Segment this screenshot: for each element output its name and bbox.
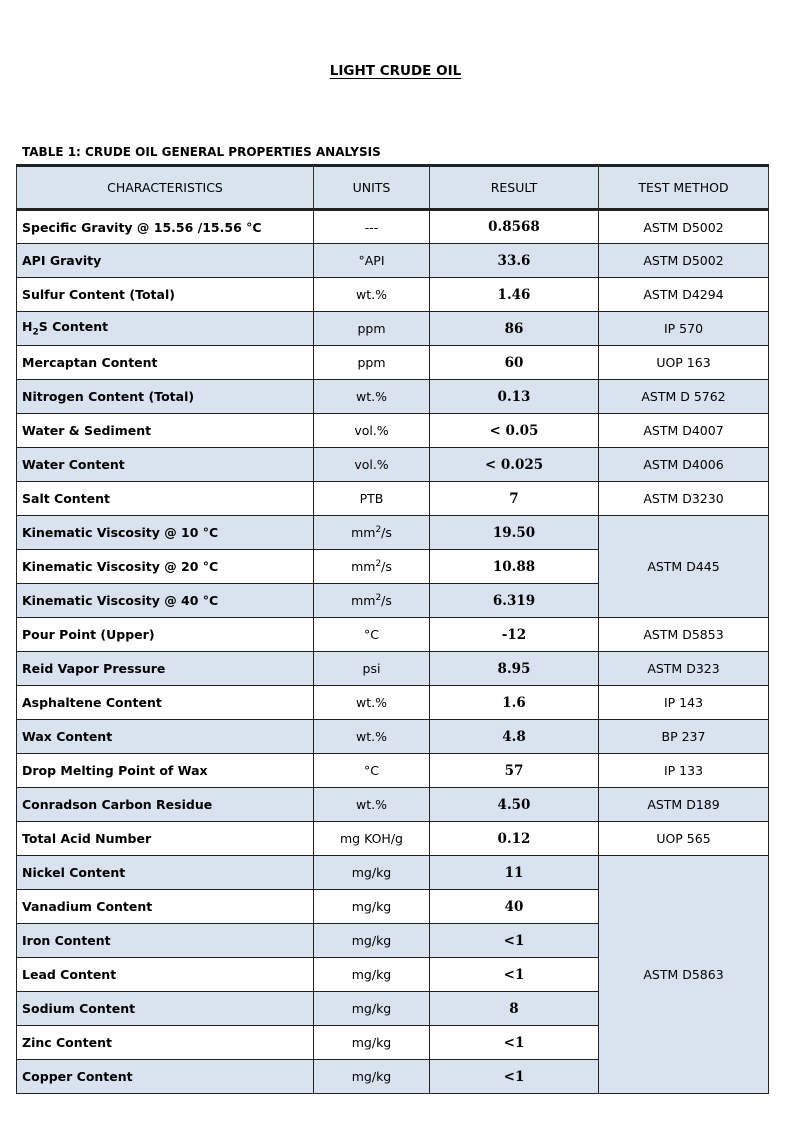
unit-cell: mg KOH/g <box>314 822 430 856</box>
characteristic-cell: Kinematic Viscosity @ 40 °C <box>17 584 314 618</box>
table-row <box>17 822 769 856</box>
table-row <box>17 278 769 312</box>
unit-cell: --- <box>314 210 430 244</box>
unit-cell: wt.% <box>314 788 430 822</box>
unit-tail: /s <box>381 525 392 541</box>
unit-cell: ppm <box>314 312 430 346</box>
unit-base: mm <box>351 593 376 609</box>
unit-cell: psi <box>314 652 430 686</box>
result-cell: 1.46 <box>430 278 599 312</box>
unit-superscript: 2 <box>375 592 382 603</box>
result-cell: 4.50 <box>430 788 599 822</box>
unit-cell <box>314 516 430 550</box>
characteristic-cell: Pour Point (Upper) <box>17 618 314 652</box>
unit-cell: wt.% <box>314 278 430 312</box>
characteristic-cell: Water Content <box>17 448 314 482</box>
header-result: RESULT <box>430 166 599 210</box>
characteristic-cell: Zinc Content <box>17 1026 314 1060</box>
header-test-method: TEST METHOD <box>599 166 769 210</box>
result-cell: 40 <box>430 890 599 924</box>
table-row <box>17 482 769 516</box>
test-method-cell: ASTM D323 <box>599 652 769 686</box>
unit-cell: mg/kg <box>314 992 430 1026</box>
result-cell: 0.12 <box>430 822 599 856</box>
unit-cell: wt.% <box>314 380 430 414</box>
unit-superscript: 2 <box>375 558 382 569</box>
characteristic-cell: Nickel Content <box>17 856 314 890</box>
header-units: UNITS <box>314 166 430 210</box>
table-caption: TABLE 1: CRUDE OIL GENERAL PROPERTIES ANALYSIS <box>22 145 381 159</box>
unit-cell: °API <box>314 244 430 278</box>
characteristic-cell: Salt Content <box>17 482 314 516</box>
result-cell: 6.319 <box>430 584 599 618</box>
table-row <box>17 346 769 380</box>
table-row <box>17 414 769 448</box>
properties-table <box>16 164 769 1094</box>
characteristic-post: S Content <box>38 319 109 335</box>
result-cell: <1 <box>430 1060 599 1094</box>
unit-cell: PTB <box>314 482 430 516</box>
table-row <box>17 652 769 686</box>
characteristic-cell: Iron Content <box>17 924 314 958</box>
result-cell: <1 <box>430 924 599 958</box>
unit-cell: vol.% <box>314 448 430 482</box>
result-cell: 10.88 <box>430 550 599 584</box>
result-cell: 86 <box>430 312 599 346</box>
unit-base: mm <box>351 525 376 541</box>
test-method-cell: ASTM D189 <box>599 788 769 822</box>
characteristic-cell: Reid Vapor Pressure <box>17 652 314 686</box>
unit-cell <box>314 584 430 618</box>
unit-cell: mg/kg <box>314 890 430 924</box>
result-cell: 19.50 <box>430 516 599 550</box>
unit-tail: /s <box>381 559 392 575</box>
document-title: LIGHT CRUDE OIL <box>329 63 462 79</box>
test-method-cell: IP 143 <box>599 686 769 720</box>
unit-cell: °C <box>314 754 430 788</box>
unit-cell: wt.% <box>314 686 430 720</box>
unit-tail: /s <box>381 593 392 609</box>
unit-cell: wt.% <box>314 720 430 754</box>
table-row <box>17 448 769 482</box>
result-cell: 8.95 <box>430 652 599 686</box>
test-method-cell: IP 570 <box>599 312 769 346</box>
test-method-cell: ASTM D5853 <box>599 618 769 652</box>
table-row <box>17 686 769 720</box>
test-method-cell: IP 133 <box>599 754 769 788</box>
test-method-cell: UOP 565 <box>599 822 769 856</box>
result-cell: 7 <box>430 482 599 516</box>
table-row <box>17 210 769 244</box>
result-cell: 60 <box>430 346 599 380</box>
test-method-cell: ASTM D5002 <box>599 244 769 278</box>
test-method-cell: BP 237 <box>599 720 769 754</box>
characteristic-cell: Conradson Carbon Residue <box>17 788 314 822</box>
result-cell: 1.6 <box>430 686 599 720</box>
result-cell: <1 <box>430 958 599 992</box>
unit-cell: ppm <box>314 346 430 380</box>
characteristic-subscript: 2 <box>32 327 39 338</box>
test-method-cell: ASTM D3230 <box>599 482 769 516</box>
table-row <box>17 380 769 414</box>
table-row <box>17 516 769 550</box>
characteristic-pre: H <box>22 319 33 335</box>
characteristic-cell: Lead Content <box>17 958 314 992</box>
table-row <box>17 788 769 822</box>
characteristic-cell <box>17 312 314 346</box>
unit-base: mm <box>351 559 376 575</box>
unit-cell: mg/kg <box>314 856 430 890</box>
unit-cell: mg/kg <box>314 1026 430 1060</box>
test-method-cell: ASTM D4007 <box>599 414 769 448</box>
characteristic-cell: Nitrogen Content (Total) <box>17 380 314 414</box>
result-cell: < 0.025 <box>430 448 599 482</box>
unit-cell: mg/kg <box>314 958 430 992</box>
result-cell: -12 <box>430 618 599 652</box>
test-method-cell: ASTM D4006 <box>599 448 769 482</box>
table-row <box>17 312 769 346</box>
characteristic-cell: Total Acid Number <box>17 822 314 856</box>
unit-cell: vol.% <box>314 414 430 448</box>
result-cell: 4.8 <box>430 720 599 754</box>
table-row <box>17 754 769 788</box>
unit-cell: mg/kg <box>314 924 430 958</box>
characteristic-cell: Sodium Content <box>17 992 314 1026</box>
result-cell: 8 <box>430 992 599 1026</box>
characteristic-cell: Vanadium Content <box>17 890 314 924</box>
unit-cell: °C <box>314 618 430 652</box>
test-method-cell: UOP 163 <box>599 346 769 380</box>
characteristic-cell: Water & Sediment <box>17 414 314 448</box>
result-cell: 0.8568 <box>430 210 599 244</box>
test-method-cell: ASTM D5863 <box>599 856 769 1094</box>
table-row <box>17 244 769 278</box>
test-method-cell: ASTM D 5762 <box>599 380 769 414</box>
characteristic-cell: Mercaptan Content <box>17 346 314 380</box>
result-cell: 11 <box>430 856 599 890</box>
characteristic-cell: Sulfur Content (Total) <box>17 278 314 312</box>
unit-superscript: 2 <box>375 524 382 535</box>
result-cell: <1 <box>430 1026 599 1060</box>
characteristic-cell: Wax Content <box>17 720 314 754</box>
table-row <box>17 618 769 652</box>
test-method-cell: ASTM D445 <box>599 516 769 618</box>
characteristic-cell: Drop Melting Point of Wax <box>17 754 314 788</box>
result-cell: < 0.05 <box>430 414 599 448</box>
characteristic-cell: Asphaltene Content <box>17 686 314 720</box>
unit-cell: mg/kg <box>314 1060 430 1094</box>
characteristic-cell: Specific Gravity @ 15.56 /15.56 °C <box>17 210 314 244</box>
result-cell: 57 <box>430 754 599 788</box>
result-cell: 33.6 <box>430 244 599 278</box>
unit-cell <box>314 550 430 584</box>
table-row <box>17 856 769 890</box>
characteristic-cell: API Gravity <box>17 244 314 278</box>
test-method-cell: ASTM D4294 <box>599 278 769 312</box>
characteristic-cell: Copper Content <box>17 1060 314 1094</box>
header-characteristics: CHARACTERISTICS <box>17 166 314 210</box>
characteristic-cell: Kinematic Viscosity @ 20 °C <box>17 550 314 584</box>
test-method-cell: ASTM D5002 <box>599 210 769 244</box>
characteristic-cell: Kinematic Viscosity @ 10 °C <box>17 516 314 550</box>
result-cell: 0.13 <box>430 380 599 414</box>
table-header-row <box>17 166 769 210</box>
table-row <box>17 720 769 754</box>
